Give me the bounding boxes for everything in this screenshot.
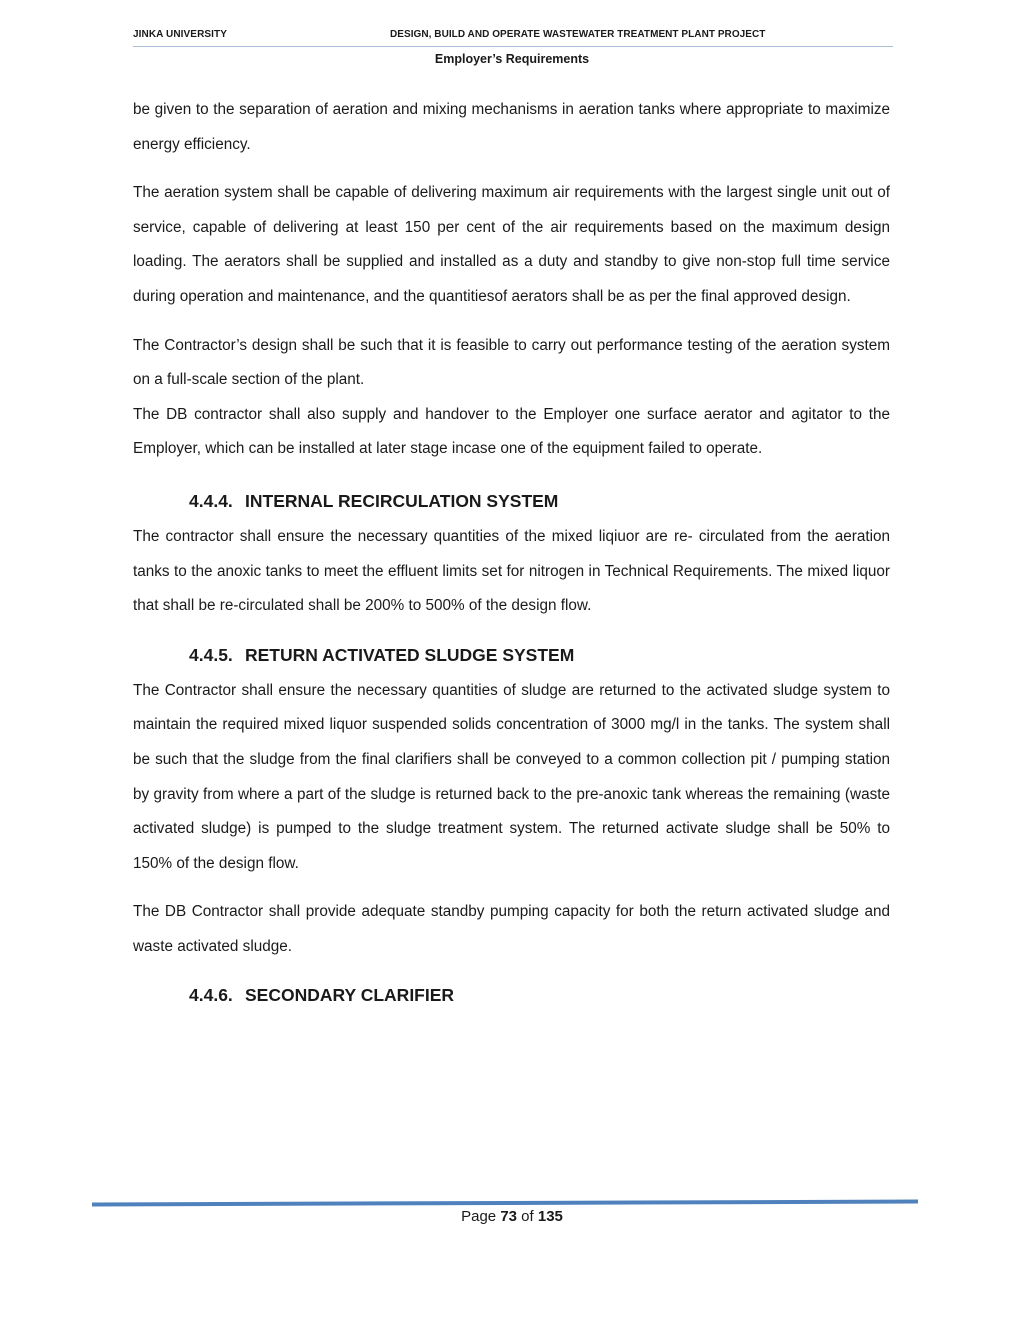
section-heading-4-4-5 bbox=[133, 640, 890, 670]
section-title: INTERNAL RECIRCULATION SYSTEM bbox=[245, 490, 559, 511]
of-label: of bbox=[521, 1208, 534, 1225]
page-number-footer bbox=[0, 1208, 1024, 1225]
section-heading-4-4-4 bbox=[133, 486, 890, 516]
paragraph: The Contractor’s design shall be such that it is feasible to carry out performance testing of the aeration system on a full-scale section of the plant. bbox=[133, 336, 890, 389]
page-label: Page bbox=[461, 1208, 497, 1225]
paragraph: The DB Contractor shall provide adequate standby pumping capacity for both the return activated sludge and waste activated sludge. bbox=[133, 903, 890, 955]
section-heading-4-4-6 bbox=[133, 980, 890, 1010]
section-number: 4.4.6. bbox=[189, 985, 233, 1006]
section-title: SECONDARY CLARIFIER bbox=[245, 985, 455, 1006]
current-page-number: 73 bbox=[500, 1208, 517, 1225]
paragraph: be given to the separation of aeration and mixing mechanisms in aeration tanks where appropriate to maximize energy efficiency. bbox=[133, 101, 890, 153]
paragraph: The Contractor shall ensure the necessary quantities of sludge are returned to the activated sludge system to maintain the required mixed liquor suspended solids concentration of 3000 mg/l in the tanks. The system shall be such that the sludge from the final clarifiers shall be conveyed to a common collection pit / pumping station by gravity from where a part of the sludge is returned back to the pre-anoxic tank whereas the remaining (waste activated sludge) is pumped to the sludge treatment system. The returned activate sludge shall be 50% to 150% of the design flow. bbox=[133, 681, 890, 872]
section-number: 4.4.5. bbox=[189, 644, 233, 665]
section-title: RETURN ACTIVATED SLUDGE SYSTEM bbox=[245, 644, 575, 665]
total-pages: 135 bbox=[537, 1208, 563, 1225]
document-body bbox=[133, 93, 890, 1010]
paragraph: The aeration system shall be capable of delivering maximum air requirements with the largest single unit out of service, capable of delivering at least 150 per cent of the air requirements based on the maximum design loading. The aerators shall be supplied and installed as a duty and standby to give non-stop full time service during operation and maintenance, and the quantitiesof aerators shall be as per the final approved design. bbox=[133, 184, 890, 305]
section-number: 4.4.4. bbox=[189, 490, 233, 511]
header-subtitle: Employer’s Requirements bbox=[434, 52, 590, 66]
header-divider bbox=[133, 46, 893, 47]
paragraph: The DB contractor shall also supply and handover to the Employer one surface aerator and agitator to the Employer, which can be installed at later stage incase one of the equipment failed to operate. bbox=[133, 405, 890, 458]
footer-divider bbox=[92, 1200, 918, 1207]
header-project-title: DESIGN, BUILD AND OPERATE WASTEWATER TREATMENT PLANT PROJECT bbox=[390, 29, 766, 40]
header-institution: JINKA UNIVERSITY bbox=[133, 29, 228, 40]
paragraph: The contractor shall ensure the necessary quantities of the mixed liqiuor are re- circulated from the aeration tanks to the anoxic tanks to meet the effluent limits set for nitrogen in Technical Requirements. The mixed liquor that shall be re-circulated shall be 200% to 500% of the design flow. bbox=[133, 527, 890, 615]
